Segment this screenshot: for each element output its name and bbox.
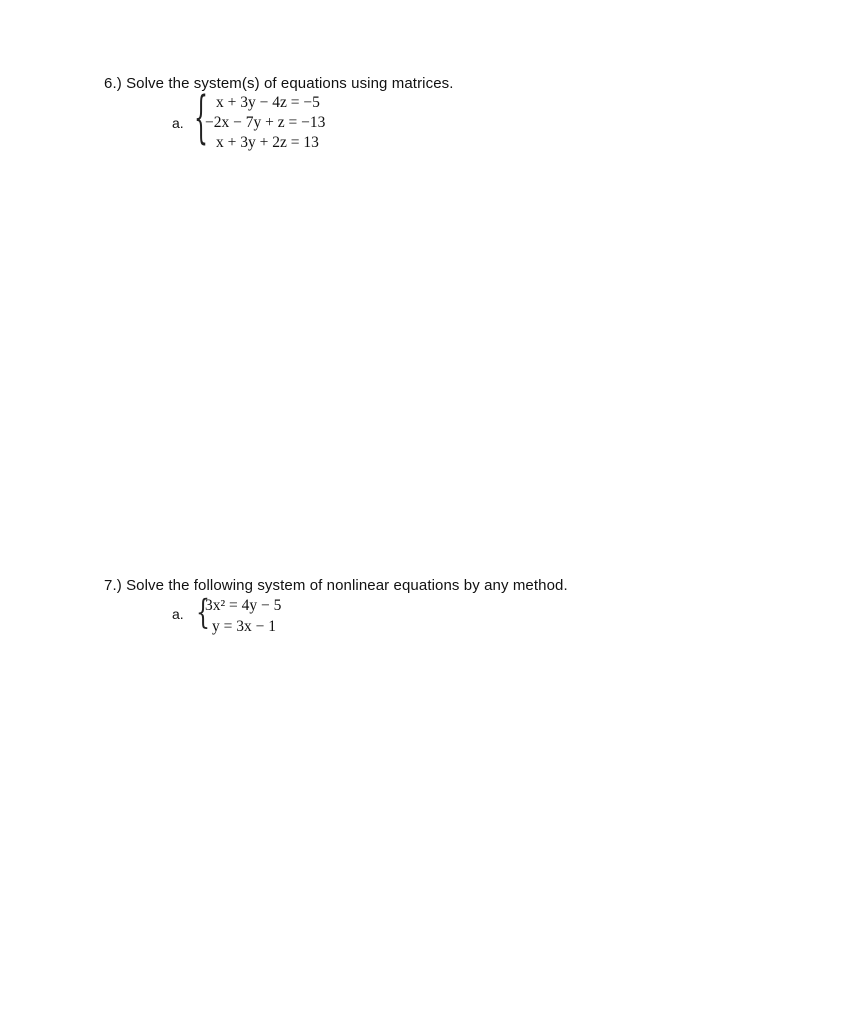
problem-6-equation-1: x + 3y − 4z = −5	[216, 94, 320, 111]
problem-6-system-brace: {	[194, 87, 208, 152]
problem-6-heading: 6.) Solve the system(s) of equations using matrices.	[104, 75, 454, 92]
problem-6-equation-2: −2x − 7y + z = −13	[205, 114, 326, 131]
problem-7-equation-1: 3x² = 4y − 5	[205, 597, 282, 614]
problem-6-equation-3: x + 3y + 2z = 13	[216, 134, 319, 151]
problem-7-heading: 7.) Solve the following system of nonlinear equations by any method.	[104, 577, 568, 594]
problem-7-equation-2: y = 3x − 1	[212, 618, 276, 635]
problem-7-part-a-label: a.	[172, 606, 184, 622]
problem-6-part-a-label: a.	[172, 115, 184, 131]
problem-7-system-brace: {	[196, 593, 210, 633]
